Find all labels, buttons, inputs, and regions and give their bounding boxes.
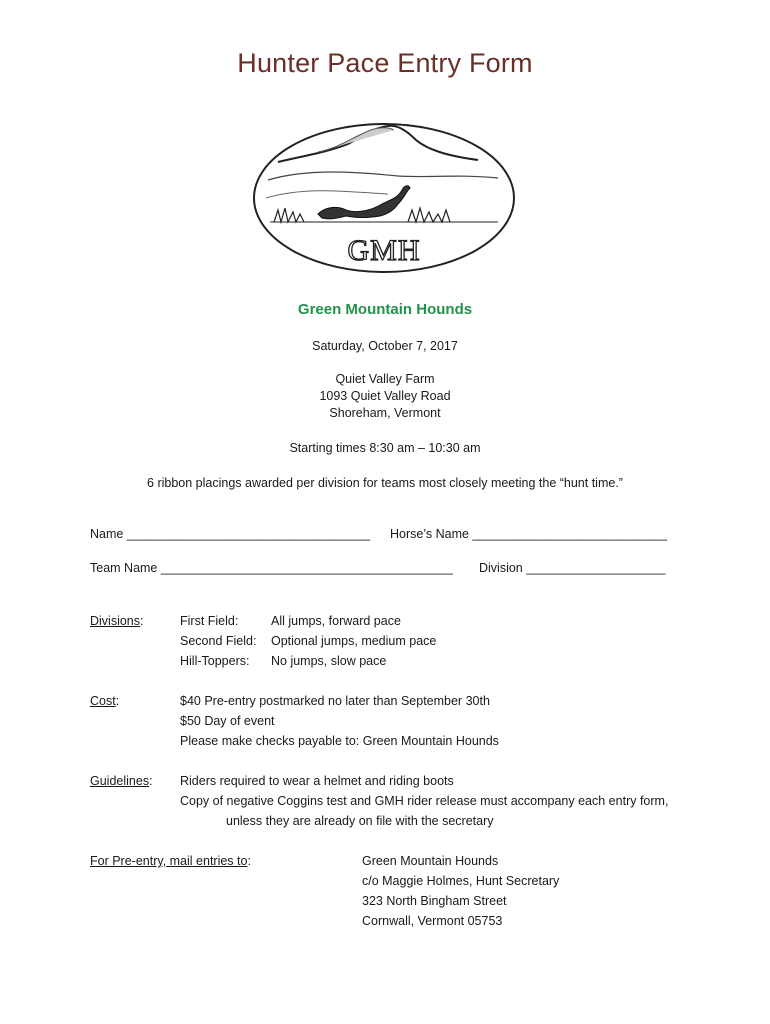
hound-mountain-logo-icon	[248, 118, 520, 278]
cost-line: Please make checks payable to: Green Mountain Hounds	[180, 734, 499, 748]
mail-address-line: Cornwall, Vermont 05753	[362, 914, 503, 928]
cost-line: $40 Pre-entry postmarked no later than September 30th	[180, 694, 490, 708]
page-title: Hunter Pace Entry Form	[237, 48, 533, 78]
venue-street: 1093 Quiet Valley Road	[319, 389, 451, 403]
logo-text: GMH	[347, 234, 421, 267]
event-date: Saturday, October 7, 2017	[312, 339, 458, 353]
venue-name: Quiet Valley Farm	[335, 372, 435, 386]
guidelines-label: Guidelines:	[90, 774, 153, 788]
division-name: Second Field:	[180, 634, 257, 648]
gmh-logo	[248, 118, 520, 278]
guideline-line: unless they are already on file with the secretary	[226, 814, 494, 828]
cost-label: Cost:	[90, 694, 120, 708]
mail-address-line: 323 North Bingham Street	[362, 894, 507, 908]
team-name-field[interactable]: Team Name __________________________________________	[90, 561, 453, 575]
mail-address-line: c/o Maggie Holmes, Hunt Secretary	[362, 874, 560, 888]
division-name: Hill-Toppers:	[180, 654, 250, 668]
guideline-line: Riders required to wear a helmet and riding boots	[180, 774, 454, 788]
guideline-line: Copy of negative Coggins test and GMH rider release must accompany each entry form,	[180, 794, 669, 808]
mail-address-line: Green Mountain Hounds	[362, 854, 499, 868]
division-desc: All jumps, forward pace	[271, 614, 401, 628]
name-field[interactable]: Name ___________________________________	[90, 527, 371, 541]
horse-name-field[interactable]: Horse’s Name ____________________________	[390, 527, 668, 541]
venue-city: Shoreham, Vermont	[329, 406, 441, 420]
division-field[interactable]: Division ____________________	[479, 561, 666, 575]
division-name: First Field:	[180, 614, 239, 628]
ribbon-note: 6 ribbon placings awarded per division for teams most closely meeting the “hunt time.”	[147, 476, 623, 490]
organization-name: Green Mountain Hounds	[297, 301, 473, 318]
mail-label: For Pre-entry, mail entries to:	[90, 854, 251, 868]
divisions-label: Divisions:	[90, 614, 144, 628]
division-desc: Optional jumps, medium pace	[271, 634, 437, 648]
cost-line: $50 Day of event	[180, 714, 275, 728]
division-desc: No jumps, slow pace	[271, 654, 387, 668]
starting-times: Starting times 8:30 am – 10:30 am	[289, 441, 481, 455]
